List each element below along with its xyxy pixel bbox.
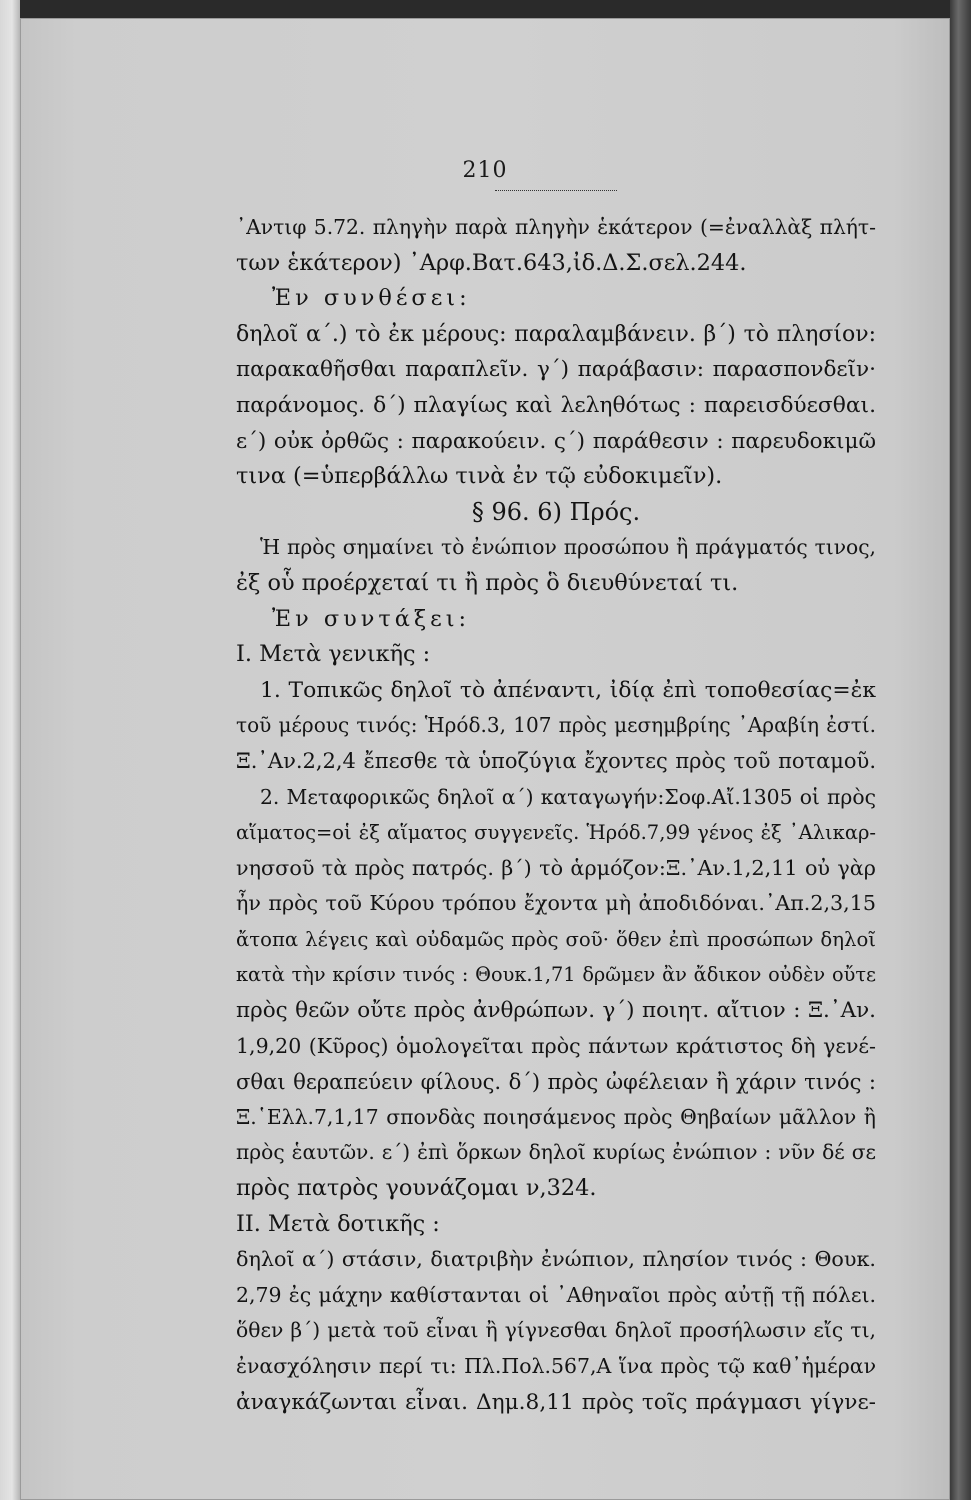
section-heading: Ἐν συνθέσει: — [272, 285, 471, 312]
page-number: 210 — [462, 158, 508, 183]
text-line: αἵματος=οἱ ἐξ αἵματος συγγενεῖς. Ἡρόδ.7,99 γένος ἐξ ᾿Αλικαρ- — [236, 821, 876, 845]
text-line: πρὸς ἑαυτῶν. ε΄) ἐπὶ ὅρκων δηλοῖ κυρίως ἐνώπιον : νῦν δέ σε — [236, 1140, 876, 1165]
left-margin-strip — [0, 0, 20, 1500]
book-edge — [950, 0, 971, 1500]
text-line: Ἡ πρὸς σημαίνει τὸ ἐνώπιον προσώπου ἢ πράγματός τινος, — [260, 535, 876, 560]
subsection-heading: Ι. Μετὰ γενικῆς : — [236, 641, 431, 668]
text-line: παρακαθῆσθαι παραπλεῖν. γ΄) παράβασιν: παρασπονδεῖν· — [236, 357, 876, 383]
text-line: δηλοῖ α΄.) τὸ ἐκ μέρους: παραλαμβάνειν. β΄) τὸ πλησίον: — [236, 321, 876, 347]
text-line: 1,9,20 (Κῦρος) ὁμολογεῖται πρὸς πάντων κράτιστος δὴ γενέ- — [236, 1033, 876, 1058]
text-line: παράνομος. δ΄) πλαγίως καὶ λεληθότως : παρεισδύεσθαι. — [236, 392, 876, 418]
paragraph-heading: § 96. 6) Πρός. — [471, 497, 641, 526]
subsection-heading: ΙΙ. Μετὰ δοτικῆς : — [236, 1210, 440, 1237]
text-line: ἐξ οὗ προέρχεταί τι ἢ πρὸς ὃ διευθύνεταί τι. — [236, 569, 739, 596]
text-line: ἀναγκάζωνται εἶναι. Δημ.8,11 πρὸς τοῖς πράγμασι γίγνε- — [236, 1389, 876, 1415]
text-line: ἐνασχόλησιν περί τι: Πλ.Πολ.567,Α ἵνα πρὸς τῷ καθ᾿ἡμέραν — [236, 1354, 876, 1378]
text-line: ᾿Αντιφ 5.72. πληγὴν παρὰ πληγὴν ἑκάτερον (=ἐναλλὰξ πλήτ- — [236, 215, 876, 239]
text-line: 2. Μεταφορικῶς δηλοῖ α΄) καταγωγήν:Σοφ.Αἴ.1305 οἱ πρὸς — [260, 784, 876, 809]
text-line: τοῦ μέρους τινός: Ἡρόδ.3, 107 πρὸς μεσημβρίης ᾿Αραβίη ἐστί. — [236, 713, 876, 738]
text-line: σθαι θεραπεύειν φίλους. δ΄) πρὸς ὠφέλειαν ἢ χάριν τινός : — [236, 1069, 876, 1095]
text-line: ἦν πρὸς τοῦ Κύρου τρόπου ἔχοντα μὴ ἀποδιδόναι.᾿Απ.2,3,15 — [236, 891, 876, 916]
section-heading: Ἐν συντάξει: — [272, 605, 471, 632]
text-line: νησσοῦ τὰ πρὸς πατρός. β΄) τὸ ἁρμόζον:Ξ.᾿Αν.1,2,11 οὐ γὰρ — [236, 855, 876, 880]
text-line: πρὸς πατρὸς γουνάζομαι ν,324. — [236, 1175, 597, 1202]
text-line: δηλοῖ α΄) στάσιν, διατριβὴν ἐνώπιον, πλησίον τινός : Θουκ. — [236, 1247, 876, 1272]
text-line: ὅθεν β΄) μετὰ τοῦ εἶναι ἢ γίγνεσθαι δηλοῖ προσήλωσιν εἴς τι, — [236, 1318, 876, 1343]
body-text — [236, 210, 876, 1420]
text-line: ἄτοπα λέγεις καὶ οὐδαμῶς πρὸς σοῦ· ὅθεν ἐπὶ προσώπων δηλοῖ — [236, 927, 876, 951]
text-line: πρὸς θεῶν οὔτε πρὸς ἀνθρώπων. γ΄) ποιητ. αἴτιον : Ξ.᾿Αν. — [236, 998, 876, 1024]
page-number-rule — [495, 190, 617, 191]
text-line: Ξ.᾿Αν.2,2,4 ἔπεσθε τὰ ὑποζύγια ἔχοντες πρὸς τοῦ ποταμοῦ. — [236, 748, 876, 773]
text-line: τινα (=ὑπερβάλλω τινὰ ἐν τῷ εὐδοκιμεῖν). — [236, 463, 723, 490]
text-line: 1. Τοπικῶς δηλοῖ τὸ ἀπέναντι, ἰδίᾳ ἐπὶ τοποθεσίας=ἐκ — [260, 677, 876, 703]
text-line: των ἑκάτερον) ᾿Αρφ.Βατ.643,ἰδ.Δ.Σ.σελ.244. — [236, 249, 747, 276]
text-line: Ξ.῾Ελλ.7,1,17 σπονδὰς ποιησάμενος πρὸς Θηβαίων μᾶλλον ἢ — [236, 1104, 876, 1129]
text-line: κατὰ τὴν κρίσιν τινός : Θουκ.1,71 δρῶμεν ἂν ἄδικον οὐδὲν οὔτε — [236, 963, 876, 987]
text-line: 2,79 ἐς μάχην καθίστανται οἱ ᾿Αθηναῖοι πρὸς αὐτῇ τῇ πόλει. — [236, 1282, 876, 1307]
text-line: ε΄) οὐκ ὀρθῶς : παρακούειν. ς΄) παράθεσιν : παρευδοκιμῶ — [236, 428, 876, 454]
